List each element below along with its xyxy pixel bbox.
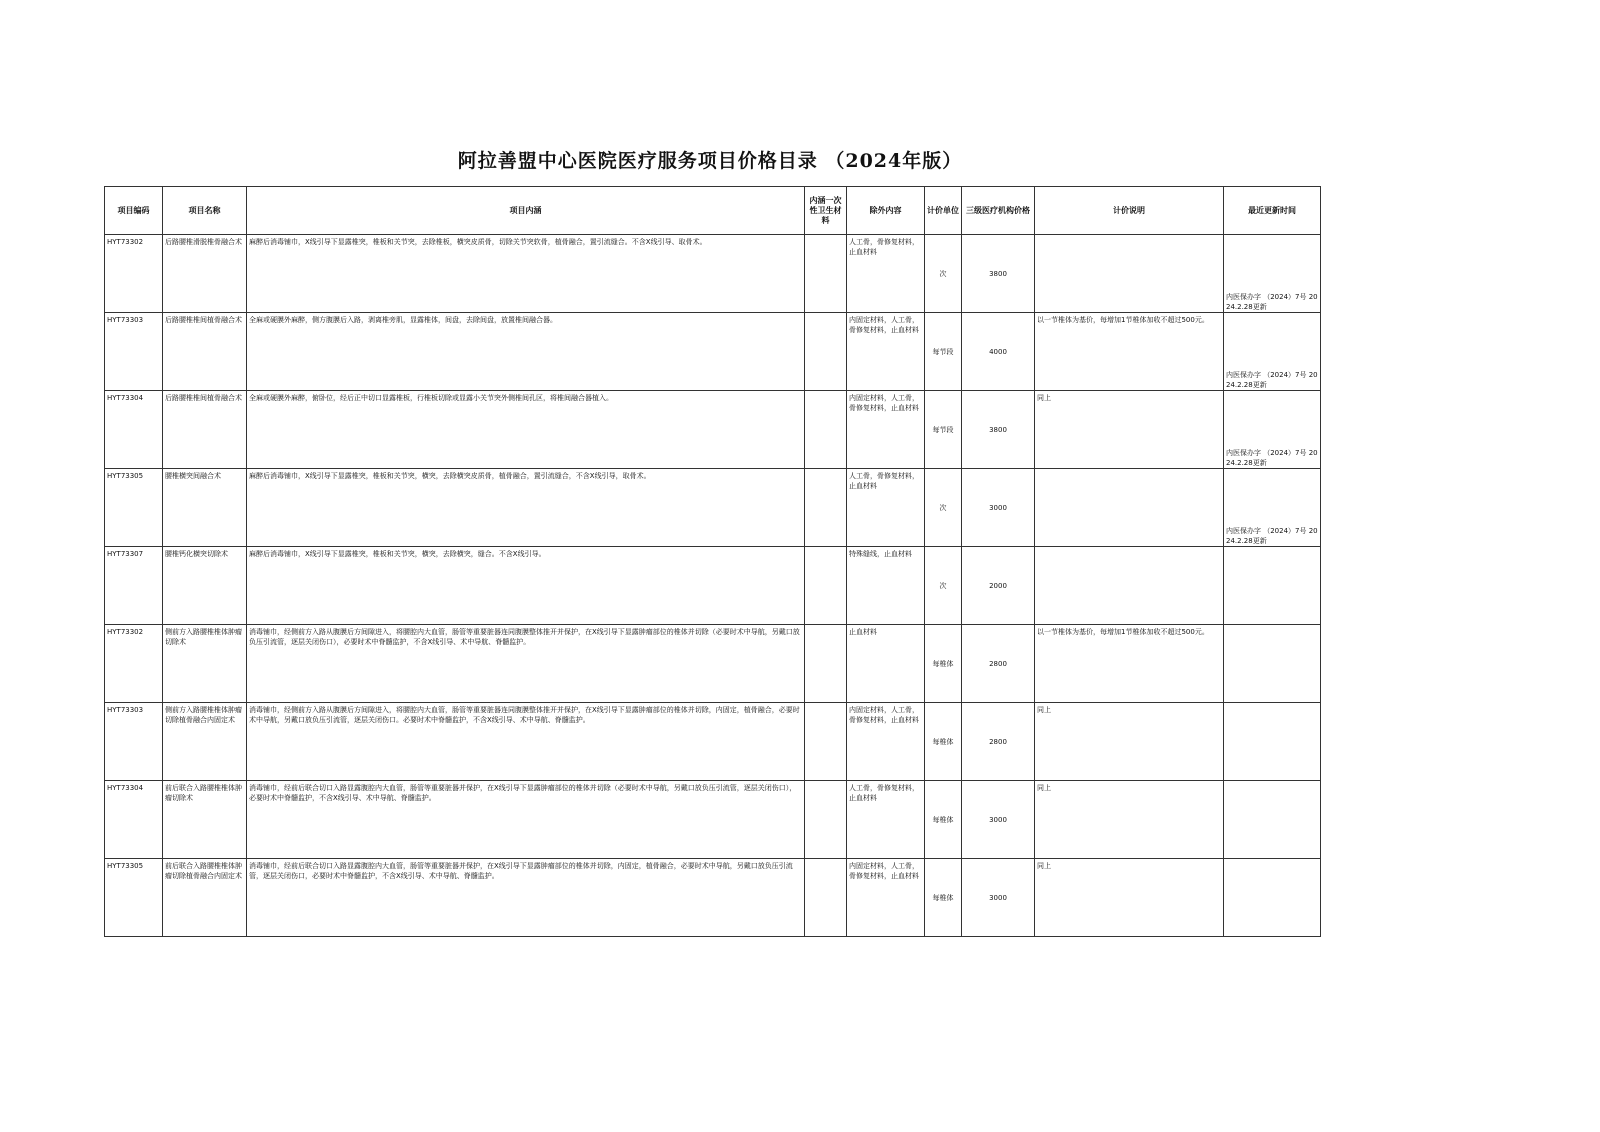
cell-updated: 内医保办字 （2024）7号 2024.2.28更新 — [1224, 391, 1321, 469]
cell-code: HYT73302 — [105, 625, 163, 703]
table-row — [105, 391, 1321, 469]
cell-code: HYT73305 — [105, 469, 163, 547]
cell-name: 后路腰椎椎间植骨融合术 — [163, 313, 247, 391]
cell-content: 全麻或硬膜外麻醉，俯卧位，经后正中切口显露椎板，行椎板切除或显露小关节突外侧椎间孔区，将椎间融合器植入。 — [247, 391, 805, 469]
cell-excluded: 人工骨，骨修复材料，止血材料 — [847, 235, 925, 313]
cell-content: 消毒铺巾，经侧前方入路从腹膜后方间隙进入，将腰腔内大血管，肠管等重要脏器连同腹膜整体推开并保护，在X线引导下显露肿瘤部位的椎体并切除，内固定，植骨融合，必要时术中导航，另戴口放负压引流管，逐层关闭伤口。必要时术中脊髓监护，不含X线引导、术中导航、脊髓监护。 — [247, 703, 805, 781]
cell-name: 侧前方入路腰椎椎体肿瘤切除植骨融合内固定术 — [163, 703, 247, 781]
column-header-consumables: 内涵一次性卫生材料 — [805, 187, 847, 235]
cell-consumables — [805, 859, 847, 937]
cell-note: 同上 — [1035, 703, 1224, 781]
cell-updated — [1224, 703, 1321, 781]
column-header-unit: 计价单位 — [925, 187, 962, 235]
cell-price: 2800 — [962, 625, 1035, 703]
cell-price: 3000 — [962, 469, 1035, 547]
cell-unit: 次 — [925, 469, 962, 547]
cell-price: 2000 — [962, 547, 1035, 625]
cell-excluded: 人工骨，骨修复材料，止血材料 — [847, 781, 925, 859]
cell-code: HYT73303 — [105, 313, 163, 391]
cell-price: 2800 — [962, 703, 1035, 781]
table-row — [105, 547, 1321, 625]
cell-consumables — [805, 313, 847, 391]
cell-price: 3000 — [962, 781, 1035, 859]
column-header-name: 项目名称 — [163, 187, 247, 235]
cell-content: 消毒铺巾，经侧前方入路从腹膜后方间隙进入，将腰腔内大血管，肠管等重要脏器连同腹膜整体推开并保护，在X线引导下显露肿瘤部位的椎体并切除（必要时术中导航，另戴口放负压引流管，逐层关闭伤口），必要时术中脊髓监护，不含X线引导、术中导航、脊髓监护。 — [247, 625, 805, 703]
cell-updated — [1224, 625, 1321, 703]
cell-name: 前后联合入路腰椎椎体肿瘤切除植骨融合内固定术 — [163, 859, 247, 937]
cell-updated — [1224, 781, 1321, 859]
cell-note: 以一节椎体为基价，每增加1节椎体加收不超过500元。 — [1035, 313, 1224, 391]
cell-price: 3000 — [962, 859, 1035, 937]
cell-consumables — [805, 235, 847, 313]
cell-content: 麻醉后消毒铺巾，X线引导下显露椎突，椎板和关节突，去除椎板，横突皮质骨，切除关节突软骨，植骨融合，置引流缝合。不含X线引导、取骨术。 — [247, 235, 805, 313]
cell-unit: 每椎体 — [925, 703, 962, 781]
cell-unit: 每节段 — [925, 391, 962, 469]
cell-name: 侧前方入路腰椎椎体肿瘤切除术 — [163, 625, 247, 703]
table-row — [105, 235, 1321, 313]
cell-note: 同上 — [1035, 391, 1224, 469]
cell-price: 3800 — [962, 391, 1035, 469]
cell-unit: 每椎体 — [925, 625, 962, 703]
cell-name: 腰椎钙化横突切除术 — [163, 547, 247, 625]
column-header-code: 项目编码 — [105, 187, 163, 235]
cell-excluded: 内固定材料，人工骨，骨修复材料，止血材料 — [847, 313, 925, 391]
cell-note: 同上 — [1035, 781, 1224, 859]
cell-consumables — [805, 391, 847, 469]
cell-note — [1035, 547, 1224, 625]
table-row — [105, 781, 1321, 859]
cell-code: HYT73303 — [105, 703, 163, 781]
cell-consumables — [805, 625, 847, 703]
cell-excluded: 止血材料 — [847, 625, 925, 703]
cell-excluded: 特殊缝线，止血材料 — [847, 547, 925, 625]
cell-unit: 每椎体 — [925, 781, 962, 859]
cell-price: 4000 — [962, 313, 1035, 391]
column-header-updated: 最近更新时间 — [1224, 187, 1321, 235]
cell-consumables — [805, 781, 847, 859]
column-header-content: 项目内涵 — [247, 187, 805, 235]
table-row — [105, 469, 1321, 547]
page-title: 阿拉善盟中心医院医疗服务项目价格目录 （2024年版） — [457, 150, 963, 172]
table-row — [105, 625, 1321, 703]
cell-unit: 每节段 — [925, 313, 962, 391]
cell-content: 麻醉后消毒铺巾，X线引导下显露椎突，椎板和关节突，横突，去除横突，缝合。不含X线引导。 — [247, 547, 805, 625]
cell-content: 消毒铺巾，经前后联合切口入路显露腹腔内大血管，肠管等重要脏器并保护，在X线引导下显露肿瘤部位的椎体并切除，内固定，植骨融合，必要时术中导航，另戴口放负压引流管，逐层关闭伤口，必要时术中脊髓监护，不含X线引导、术中导航、脊髓监护。 — [247, 859, 805, 937]
cell-code: HYT73305 — [105, 859, 163, 937]
cell-excluded: 人工骨，骨修复材料，止血材料 — [847, 469, 925, 547]
cell-excluded: 内固定材料，人工骨，骨修复材料，止血材料 — [847, 391, 925, 469]
cell-code: HYT73304 — [105, 781, 163, 859]
cell-content: 麻醉后消毒铺巾，X线引导下显露椎突，椎板和关节突，横突，去除横突皮质骨，植骨融合，置引流缝合，不含X线引导，取骨术。 — [247, 469, 805, 547]
cell-unit: 每椎体 — [925, 859, 962, 937]
cell-name: 前后联合入路腰椎椎体肿瘤切除术 — [163, 781, 247, 859]
column-header-note: 计价说明 — [1035, 187, 1224, 235]
table-row — [105, 313, 1321, 391]
cell-consumables — [805, 547, 847, 625]
cell-price: 3800 — [962, 235, 1035, 313]
cell-note — [1035, 469, 1224, 547]
cell-consumables — [805, 703, 847, 781]
cell-updated — [1224, 547, 1321, 625]
cell-updated: 内医保办字 （2024）7号 2024.2.28更新 — [1224, 313, 1321, 391]
cell-content: 消毒铺巾，经前后联合切口入路显露腹腔内大血管，肠管等重要脏器并保护，在X线引导下显露肿瘤部位的椎体并切除（必要时术中导航，另戴口放负压引流管，逐层关闭伤口），必要时术中脊髓监护，不含X线引导、术中导航、脊髓监护。 — [247, 781, 805, 859]
cell-note: 以一节椎体为基价，每增加1节椎体加收不超过500元。 — [1035, 625, 1224, 703]
cell-excluded: 内固定材料，人工骨，骨修复材料，止血材料 — [847, 703, 925, 781]
cell-name: 后路腰椎滑脱椎骨融合术 — [163, 235, 247, 313]
cell-content: 全麻或硬膜外麻醉，侧方腹膜后入路，剥离椎旁肌，显露椎体，间盘，去除间盘，放置椎间融合器。 — [247, 313, 805, 391]
cell-code: HYT73304 — [105, 391, 163, 469]
cell-excluded: 内固定材料，人工骨，骨修复材料，止血材料 — [847, 859, 925, 937]
cell-note — [1035, 235, 1224, 313]
cell-code: HYT73307 — [105, 547, 163, 625]
cell-consumables — [805, 469, 847, 547]
column-header-price: 三级医疗机构价格 — [962, 187, 1035, 235]
price-table — [104, 186, 1321, 937]
cell-code: HYT73302 — [105, 235, 163, 313]
cell-unit: 次 — [925, 547, 962, 625]
cell-updated: 内医保办字 （2024）7号 2024.2.28更新 — [1224, 235, 1321, 313]
cell-updated — [1224, 859, 1321, 937]
cell-note: 同上 — [1035, 859, 1224, 937]
cell-name: 后路腰椎椎间植骨融合术 — [163, 391, 247, 469]
cell-unit: 次 — [925, 235, 962, 313]
table-row — [105, 703, 1321, 781]
cell-name: 腰椎横突间融合术 — [163, 469, 247, 547]
table-row — [105, 859, 1321, 937]
cell-updated: 内医保办字 （2024）7号 2024.2.28更新 — [1224, 469, 1321, 547]
column-header-excluded: 除外内容 — [847, 187, 925, 235]
table-header-row — [105, 187, 1321, 235]
